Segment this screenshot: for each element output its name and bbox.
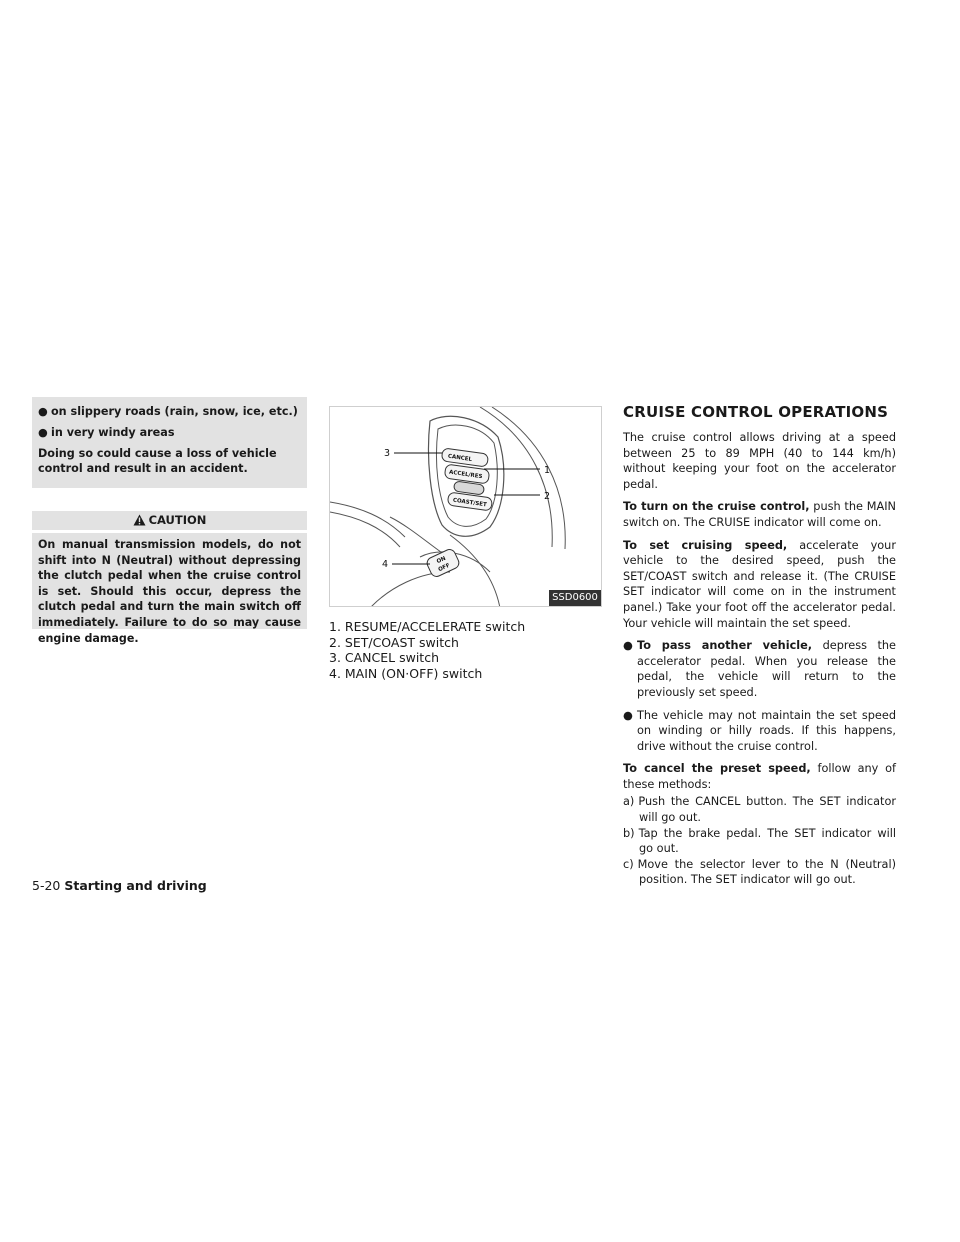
- bullet-icon: ●: [38, 426, 48, 439]
- accel-res-switch-label: ACCEL/RES: [448, 469, 483, 481]
- steering-switch-figure: [329, 406, 602, 607]
- hilly-roads-text: The vehicle may not maintain the set speed on winding or hilly roads. If this happens, drive without the cruise control.: [637, 708, 896, 753]
- warning-text: Doing so could cause a loss of vehicle control and result in an accident.: [38, 447, 277, 475]
- steering-wheel-illustration: [330, 407, 602, 607]
- method-letter: b): [623, 826, 635, 840]
- cancel-method-item: [623, 826, 896, 857]
- pass-vehicle-lead: To pass another vehicle,: [637, 639, 813, 653]
- figure-id-label: SSD0600: [549, 590, 601, 606]
- cruise-control-section: [623, 402, 896, 888]
- method-letter: a): [623, 795, 635, 809]
- warning-bullet: [38, 404, 301, 419]
- cancel-paragraph: [623, 761, 896, 792]
- pass-vehicle-bullet: [623, 638, 896, 700]
- warning-box: [32, 397, 307, 488]
- pass-vehicle-text: depress the accelerator pedal. When you release the pedal, the vehicle will return to the previously set speed.: [637, 639, 896, 699]
- caption-item: 2. SET/COAST switch: [329, 634, 459, 650]
- callout-2: 2: [544, 491, 551, 502]
- caption-item: 4. MAIN (ON·OFF) switch: [329, 665, 483, 681]
- warning-bullet-text: in very windy areas: [51, 426, 175, 439]
- warning-bullet: [38, 425, 301, 440]
- caution-header: [32, 511, 307, 530]
- turn-on-text: push the MAIN switch on. The CRUISE indicator will come on.: [623, 500, 897, 529]
- cancel-lead: To cancel the preset speed,: [623, 762, 811, 776]
- page-number: 5-20: [32, 878, 61, 893]
- cancel-switch-label: CANCEL: [447, 453, 473, 463]
- turn-on-lead: To turn on the cruise control,: [623, 500, 810, 514]
- intro-paragraph: The cruise control allows driving at a speed between 25 to 89 MPH (40 to 144 km/h) without keeping your foot on the accelerator pedal.: [623, 431, 896, 491]
- cancel-method-item: [623, 794, 896, 825]
- chapter-title: Starting and driving: [64, 878, 207, 893]
- method-text: Move the selector lever to the N (Neutral) position. The SET indicator will go out.: [637, 857, 896, 887]
- page-footer: [32, 878, 207, 893]
- warning-bullet-text: on slippery roads (rain, snow, ice, etc.): [51, 405, 298, 418]
- bullet-icon: ●: [623, 639, 633, 653]
- set-speed-paragraph: [623, 538, 896, 632]
- coast-set-switch-label: COAST/SET: [452, 497, 487, 509]
- off-label: OFF: [437, 562, 452, 574]
- method-text: Tap the brake pedal. The SET indicator will go out.: [638, 826, 896, 856]
- bullet-icon: ●: [38, 405, 48, 418]
- caution-title: CAUTION: [148, 513, 207, 527]
- figure-caption-list: [329, 619, 602, 681]
- callout-3: 3: [384, 448, 391, 459]
- set-speed-lead: To set cruising speed,: [623, 538, 788, 552]
- cancel-method-item: [623, 857, 896, 888]
- set-speed-text: accelerate your vehicle to the desired speed, push the SET/COAST switch and release it. (The CRUISE SET indicator will come on in the instrument panel.) Take your foot off the accelerator pedal. Your vehicle will maintain the set speed.: [623, 538, 896, 630]
- section-title: CRUISE CONTROL OPERATIONS: [623, 403, 889, 421]
- cancel-text: follow any of these methods:: [623, 762, 896, 791]
- turn-on-paragraph: [623, 499, 896, 530]
- method-text: Push the CANCEL button. The SET indicator will go out.: [638, 795, 896, 825]
- on-label: ON: [435, 555, 447, 566]
- caption-item: 3. CANCEL switch: [329, 650, 439, 666]
- method-letter: c): [623, 857, 634, 871]
- hilly-roads-bullet: [623, 708, 896, 755]
- callout-4: 4: [382, 559, 389, 570]
- bullet-icon: ●: [623, 708, 633, 722]
- caption-item: 1. RESUME/ACCELERATE switch: [329, 619, 526, 634]
- caution-body: On manual transmission models, do not shift into N (Neutral) without depressing the clutch pedal when the cruise control is set. Should this occur, depress the clutch pedal and turn the main switch off immediately. Failure to do so may cause engine damage.: [32, 533, 307, 629]
- callout-1: 1: [544, 465, 551, 476]
- warning-triangle-icon: [133, 513, 146, 532]
